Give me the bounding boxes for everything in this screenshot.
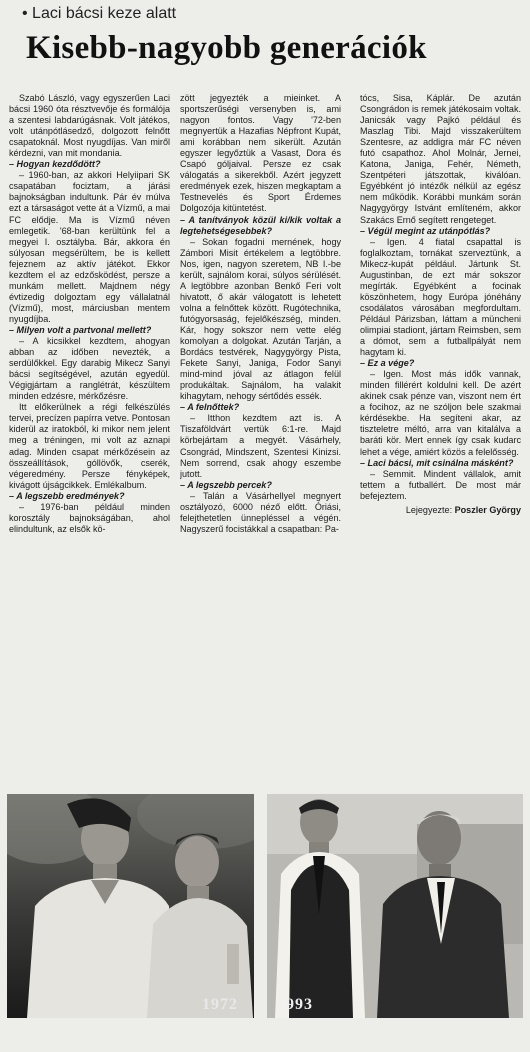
byline (360, 505, 521, 516)
question: – A tanítványok közül ki/kik voltak a legtehetségesebbek? (180, 214, 341, 236)
paragraph: Szabó László, vagy egyszerűen Laci bácsi 1960 óta résztvevője és formálója a szentesi labdarúgásnak. Volt játékos, volt utánpótlásedző, dolgozott felnőtt csapatoknál. Most nyugdíjas. Van miről kérdezni, van mit mondania. (9, 93, 170, 159)
paragraph: – A kicsikkel kezdtem, ahogyan abban az időben nevezték, a serdülőkkel. Egy darabig Mikecz Sanyi bácsi segítségével, azután egyedül. Végigjártam a ranglétrát, készültem minden edzésre, mérkőzésre. (9, 336, 170, 402)
question: – Laci bácsi, mit csinálna másként? (360, 457, 514, 468)
paragraph: – Itthon kezdtem azt is. A Tiszaföldvárt vertük 6:1-re. Majd körbejártam a megyét. Vásárhely, Csongrád, Mindszent, Szentesi Kinizsi. Nem sorrend, csak ahogy eszembe jutott. (180, 413, 341, 479)
paragraph: – 1976-ban például minden korosztály bajnokságában, ahol elindultunk, az elsők kö- (9, 501, 170, 534)
photo-1972 (7, 794, 254, 1018)
byline-label: Lejegyezte: (405, 504, 453, 515)
photo-year-1993: 1993 (277, 996, 313, 1013)
article-column-1 (9, 93, 170, 785)
paragraph: zött jegyezték a mieinket. A sportszerűségi versenyben is, ami nagyon fontos. Vagy '72-ben megnyertük a Hazafias Népfront Kupát, ami korábban nem sikerült. Azután egyszer legyőztük a Vasast, Dora és Csapó góljaival. Persze ez csak válogatás a sikerekből. Azért jegyzett eredmények ezek, hiszen megkaptam a Testnevelés és Sport Érdemes Dolgozója kitüntetést. (180, 93, 341, 214)
byline-author: Poszler György (454, 504, 521, 515)
photo-year-1972: 1972 (202, 996, 238, 1013)
photo-1993 (267, 794, 523, 1018)
question: – Végül megint az utánpótlás? (360, 225, 491, 236)
question: – Ez a vége? (360, 358, 415, 369)
paragraph: tócs, Sisa, Káplár. De azután Csongrádon is remek játékosaim voltak. Janicsák vagy Pajkó például és Maszlag Tibi. Majd visszakerültem Szentesre, az addigra már FC néven futó csapathoz. Ahol Molnár, Jernei, Katona, Janiga, Fehér, Németh, Szentpéteri játszottak, kiválóan. Egyébként jó intézők nélkül az egész nem működik. Korábbi munkám során Nagygyörgy Istvánt említeném, akkor Szakács Ernő segített rengeteget. (360, 93, 521, 225)
question: – Hogyan kezdődött? (9, 159, 101, 170)
article-column-3 (360, 93, 521, 785)
headline: Kisebb-nagyobb generációk (26, 30, 427, 66)
paragraph: – Sokan fogadni mernének, hogy Zámbori Misit értékelem a legtöbbre. Nos, igen, nagyon szeretem, NB I.-be került, sajnálom korai, súlyos sérülését. A legtöbbre azonban Benkő Feri volt hivatott, ő akár válogatott is lehetett volna a felnőttek között. Rugótechnika, futógyorsaság, fejelőkészség, minden. Kár, hogy sokszor nem vette elég komolyan a dolgokat. Azután Tarján, a Bordács testvérek, Nagygyörgy Pista, Fekete Sanyi, Janiga, Fodor Sanyi mind-mind jóval az átlagon felül produkáltak. Sajnálom, ha valakit kihagytam, nehogy sértődés essék. (180, 236, 341, 402)
question: – Milyen volt a partvonal mellett? (9, 324, 152, 335)
paragraph: – Talán a Vásárhellyel megnyert osztályozó, 6000 néző előtt. Óriási, felejthetetlen ünnepléssel a végén. Nagyszerű focistákkal a csapatban: Pa- (180, 490, 341, 534)
question: – A legszebb percek? (180, 479, 272, 490)
paragraph: Itt előkerülnek a régi felkészülés tervei, precízen papírra vetve. Pontosan kiderül az iratokból, ki mikor nem jelent meg a tréningen, mi volt az aznapi adag. Minden csapat mérkőzésein az összeállítások, góllövők, cserék, végeredmény. Persze fényképek, kivágott újságcikkek. Emlékalbum. (9, 402, 170, 490)
paragraph: – Igen. Most más idők vannak, minden fillérért koldulni kell. De azért akinek csak pénze van, viszont nem ért a focihoz, az ne szóljon bele szakmai kérdésekbe. Ha segíteni akar, az tiszteletre méltó, arra van kitalálva a baráti kör. Mert ennek így csak kudarc lehet a vége, amiért közös a felelősség. (360, 369, 521, 457)
article-column-2 (180, 93, 341, 785)
photo-1972-image (7, 794, 254, 1018)
question: – A felnőttek? (180, 402, 240, 413)
paragraph: – Semmit. Mindent vállalok, amit tettem a futballért. De most már befejeztem. (360, 468, 521, 501)
paragraph: – 1960-ban, az akkori Helyiipari SK csapatában fociztam, a járási bajnokságban indultunk. Pár év múlva ezt a társaságot vette át a Vízmű, a mai FC elődje. Ma is Vízmű néven emlegetik. '68-ban kerültünk fel a megyei I. osztályba. Bár, akkora én súlyosan megsérültem, be is kellett fejeznem az aktív játékot. Ekkor kezdtem el az edzősködést, persze a munkám mellett. Majdnem négy évtizedig dolgoztam egy vállalatnál (Vízmű), most, márciusban mentem nyugdíjba. (9, 170, 170, 324)
kicker: • Laci bácsi keze alatt (22, 5, 177, 22)
photo-1993-image (267, 794, 523, 1018)
question: – A legszebb eredmények? (9, 490, 125, 501)
paragraph: – Igen. 4 fiatal csapattal is foglalkoztam, tornákat szerveztünk, a Mikecz-kupát például. Jártunk St. Augustinban, de ezt már sokszor megírták. Egyébként a focinak köszönhetem, hogy Európa jónéhány csodálatos városában megfordultam. Például Párizsban, láttam a müncheni olimpiai stadiont, jártam Reimsben, sem a dómot, sem a futballpályát nem hagytam ki. (360, 236, 521, 358)
